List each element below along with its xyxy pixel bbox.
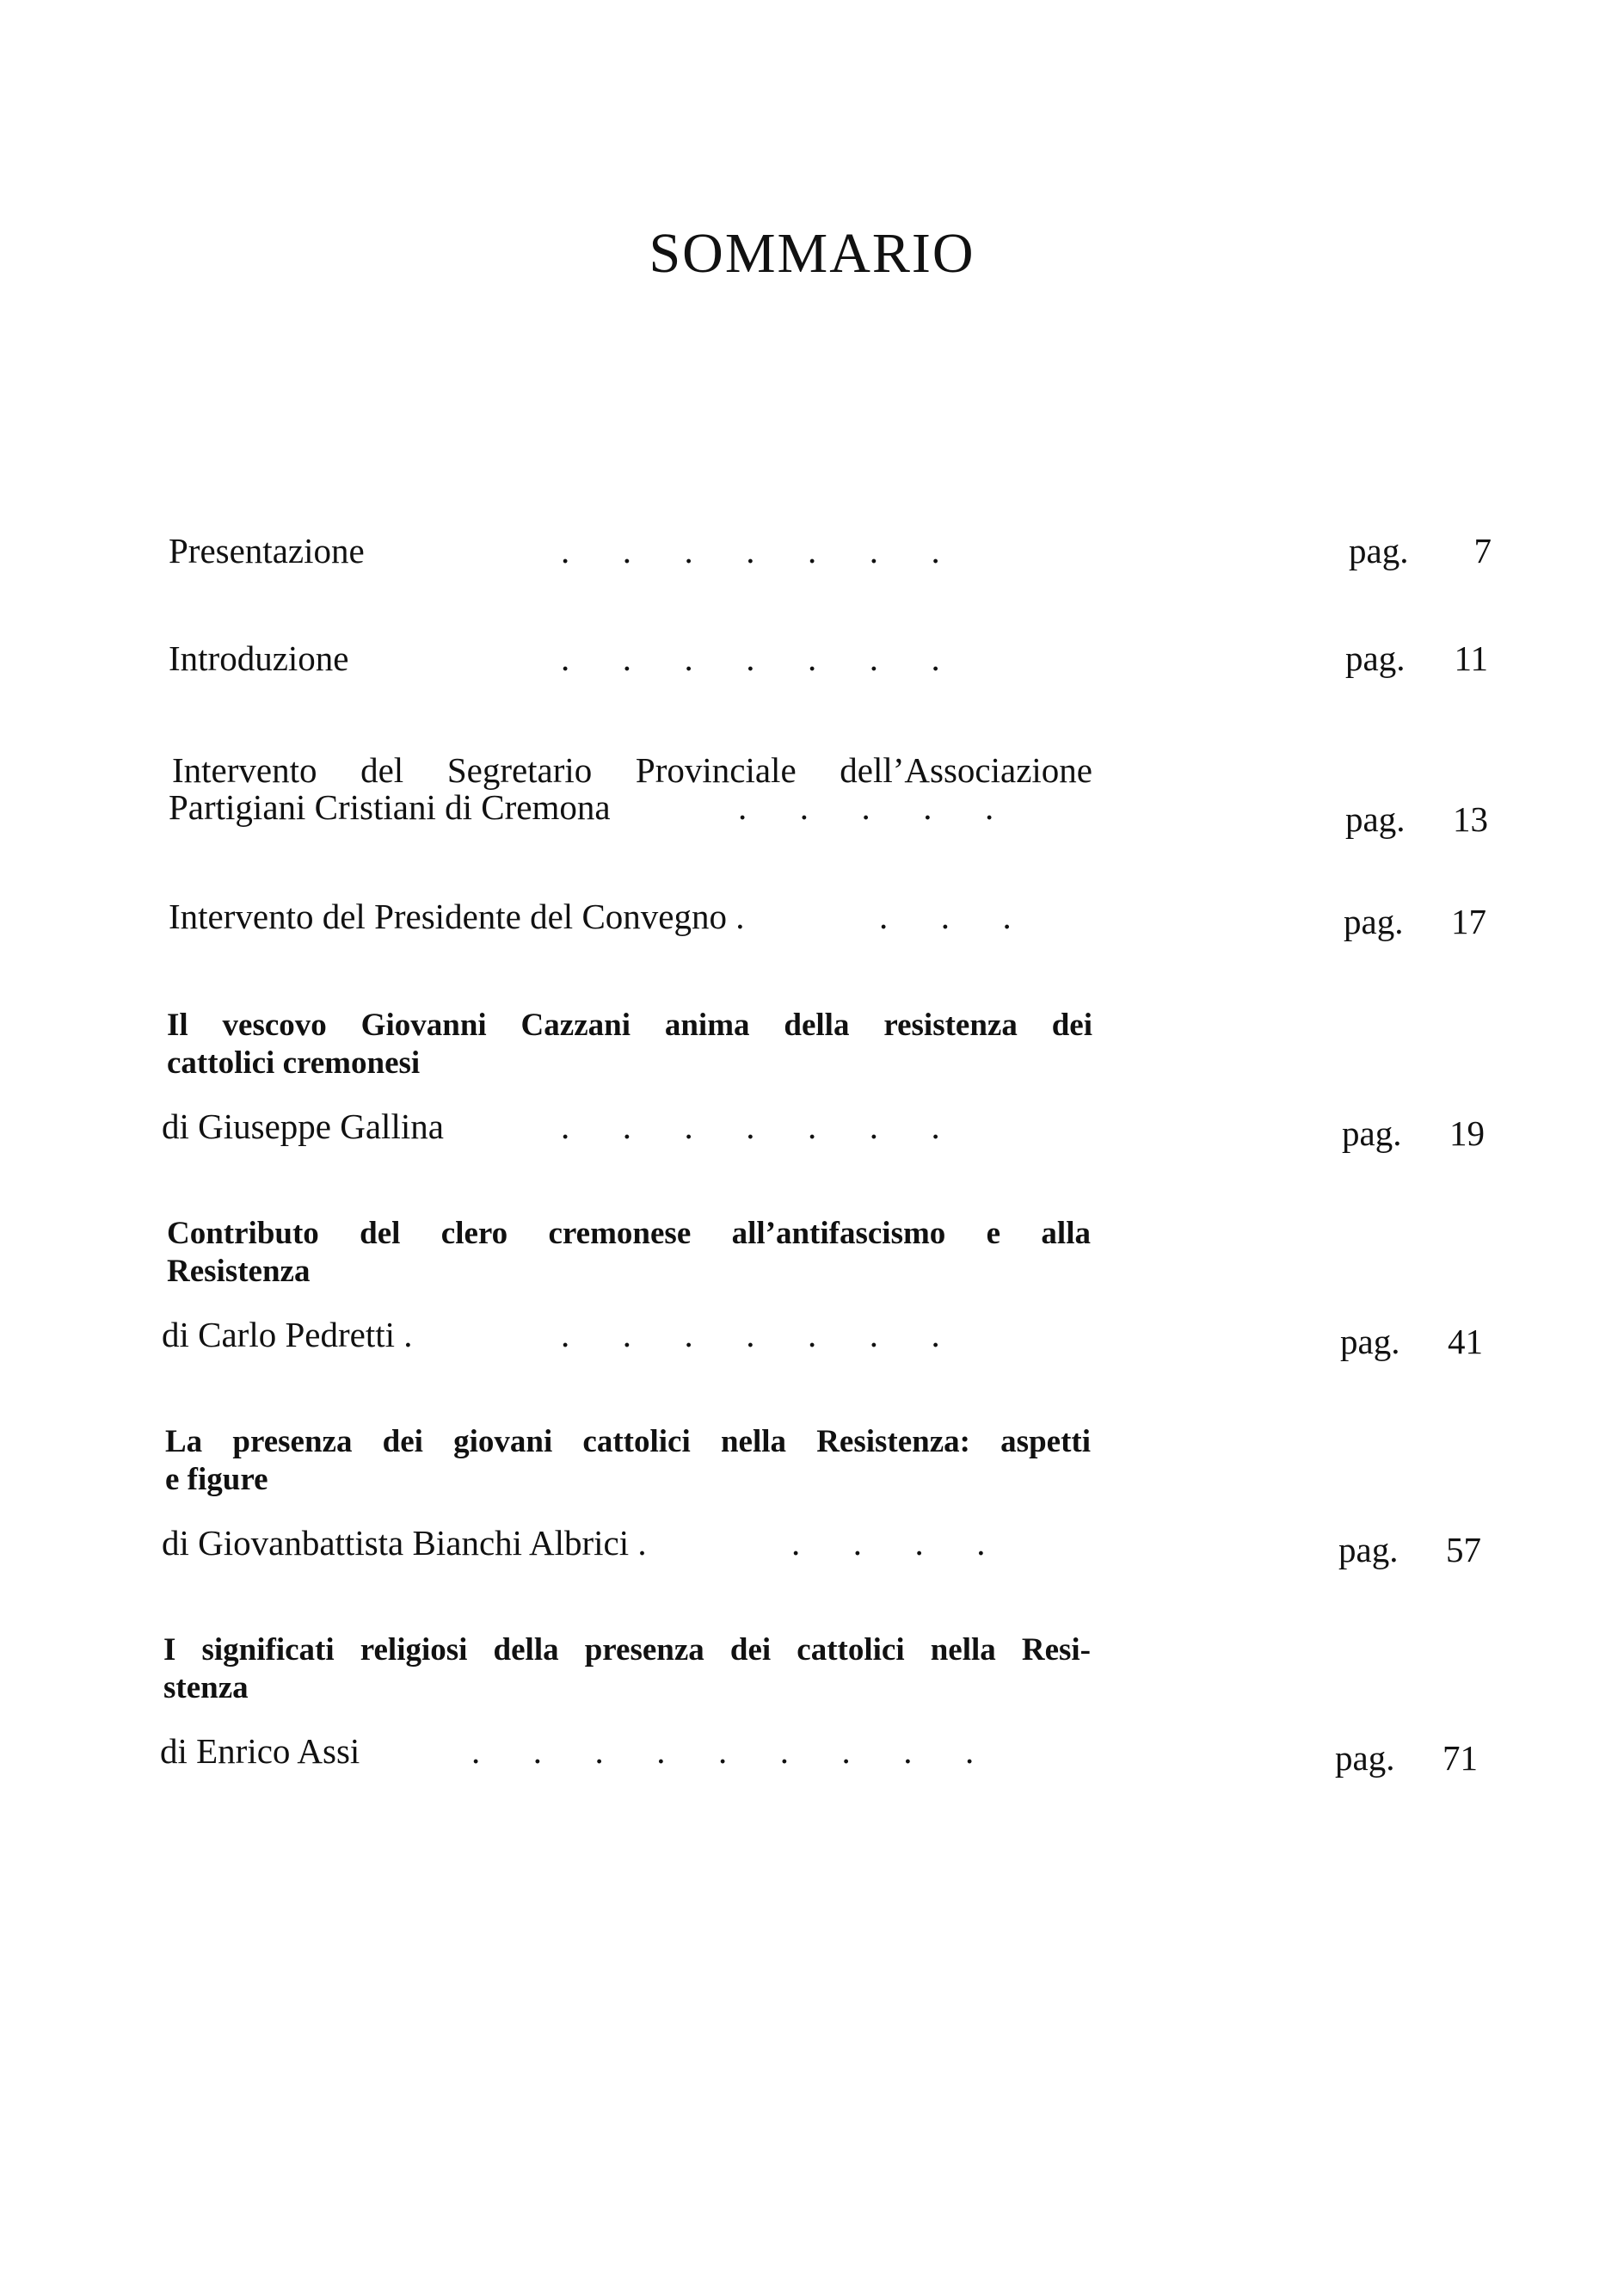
toc-entry-title: Contributo del clero cremonese all’antifascismo e alla xyxy=(167,1216,1091,1251)
toc-page-ref: pag. 7 xyxy=(1349,531,1492,570)
toc-page-ref: pag. 11 xyxy=(1345,638,1488,678)
toc-entry-pedretti-author xyxy=(0,1309,1624,1360)
toc-entry-bianchi-author xyxy=(0,1517,1624,1569)
leader-dots: . . . . . xyxy=(738,787,994,827)
toc-entry-title: I significati religiosi della presenza dei cattolici nella Resi- xyxy=(163,1632,1091,1668)
toc-entry-pedretti-title2 xyxy=(0,1246,1624,1298)
toc-entry-title: Presentazione xyxy=(169,531,365,570)
toc-entry-author: di Giovanbattista Bianchi Albrici . xyxy=(162,1523,647,1563)
toc-page-ref: pag. 17 xyxy=(1344,902,1486,941)
leader-dots: . . . . . . . xyxy=(561,1315,940,1354)
toc-entry-bianchi-title2 xyxy=(0,1454,1624,1506)
leader-dots: . . . . xyxy=(791,1523,986,1563)
toc-entry-author: di Carlo Pedretti . xyxy=(162,1315,413,1354)
toc-page-ref: pag. 13 xyxy=(1345,799,1488,839)
toc-entry-title: cattolici cremonesi xyxy=(167,1045,421,1081)
toc-entry-title: La presenza dei giovani cattolici nella Resistenza: aspetti xyxy=(165,1424,1091,1459)
toc-page-ref: pag. 57 xyxy=(1338,1530,1481,1569)
toc-entry-title: e figure xyxy=(165,1462,268,1497)
toc-entry-author: di Enrico Assi xyxy=(160,1731,360,1771)
toc-entry-introduzione xyxy=(0,632,1624,684)
toc-entry-presidente xyxy=(0,891,1624,942)
leader-dots: . . . . . . . xyxy=(561,531,940,570)
leader-dots: . . . . . . . . . xyxy=(471,1731,975,1771)
toc-entry-title: Il vescovo Giovanni Cazzani anima della resistenza dei xyxy=(167,1008,1092,1043)
toc-entry-title: Intervento del Presidente del Convegno . xyxy=(169,897,745,936)
toc-entry-presentazione xyxy=(0,525,1624,576)
leader-dots: . . . . . . . xyxy=(561,1107,940,1146)
leader-dots: . . . xyxy=(879,897,1012,936)
toc-entry-title: Resistenza xyxy=(167,1254,311,1289)
toc-entry-title: Introduzione xyxy=(169,638,349,678)
toc-entry-assi-title2 xyxy=(0,1662,1624,1714)
toc-entry-author: di Giuseppe Gallina xyxy=(162,1107,444,1146)
toc-entry-cazzani-title2 xyxy=(0,1038,1624,1089)
toc-entry-title: Partigiani Cristiani di Cremona xyxy=(169,787,611,827)
toc-entry-title: Intervento del Segretario Provinciale dell’Associazione xyxy=(172,750,1092,790)
toc-page-ref: pag. 41 xyxy=(1340,1322,1483,1361)
leader-dots: . . . . . . . xyxy=(561,638,940,678)
page-title: SOMMARIO xyxy=(649,222,975,285)
toc-page-ref: pag. 71 xyxy=(1335,1738,1478,1778)
toc-entry-title: stenza xyxy=(163,1670,249,1705)
toc-entry-cazzani-author xyxy=(0,1100,1624,1152)
toc-entry-assi-author xyxy=(0,1725,1624,1777)
toc-entry-segretario-line2 xyxy=(0,781,1624,839)
toc-page-ref: pag. 19 xyxy=(1342,1113,1485,1153)
